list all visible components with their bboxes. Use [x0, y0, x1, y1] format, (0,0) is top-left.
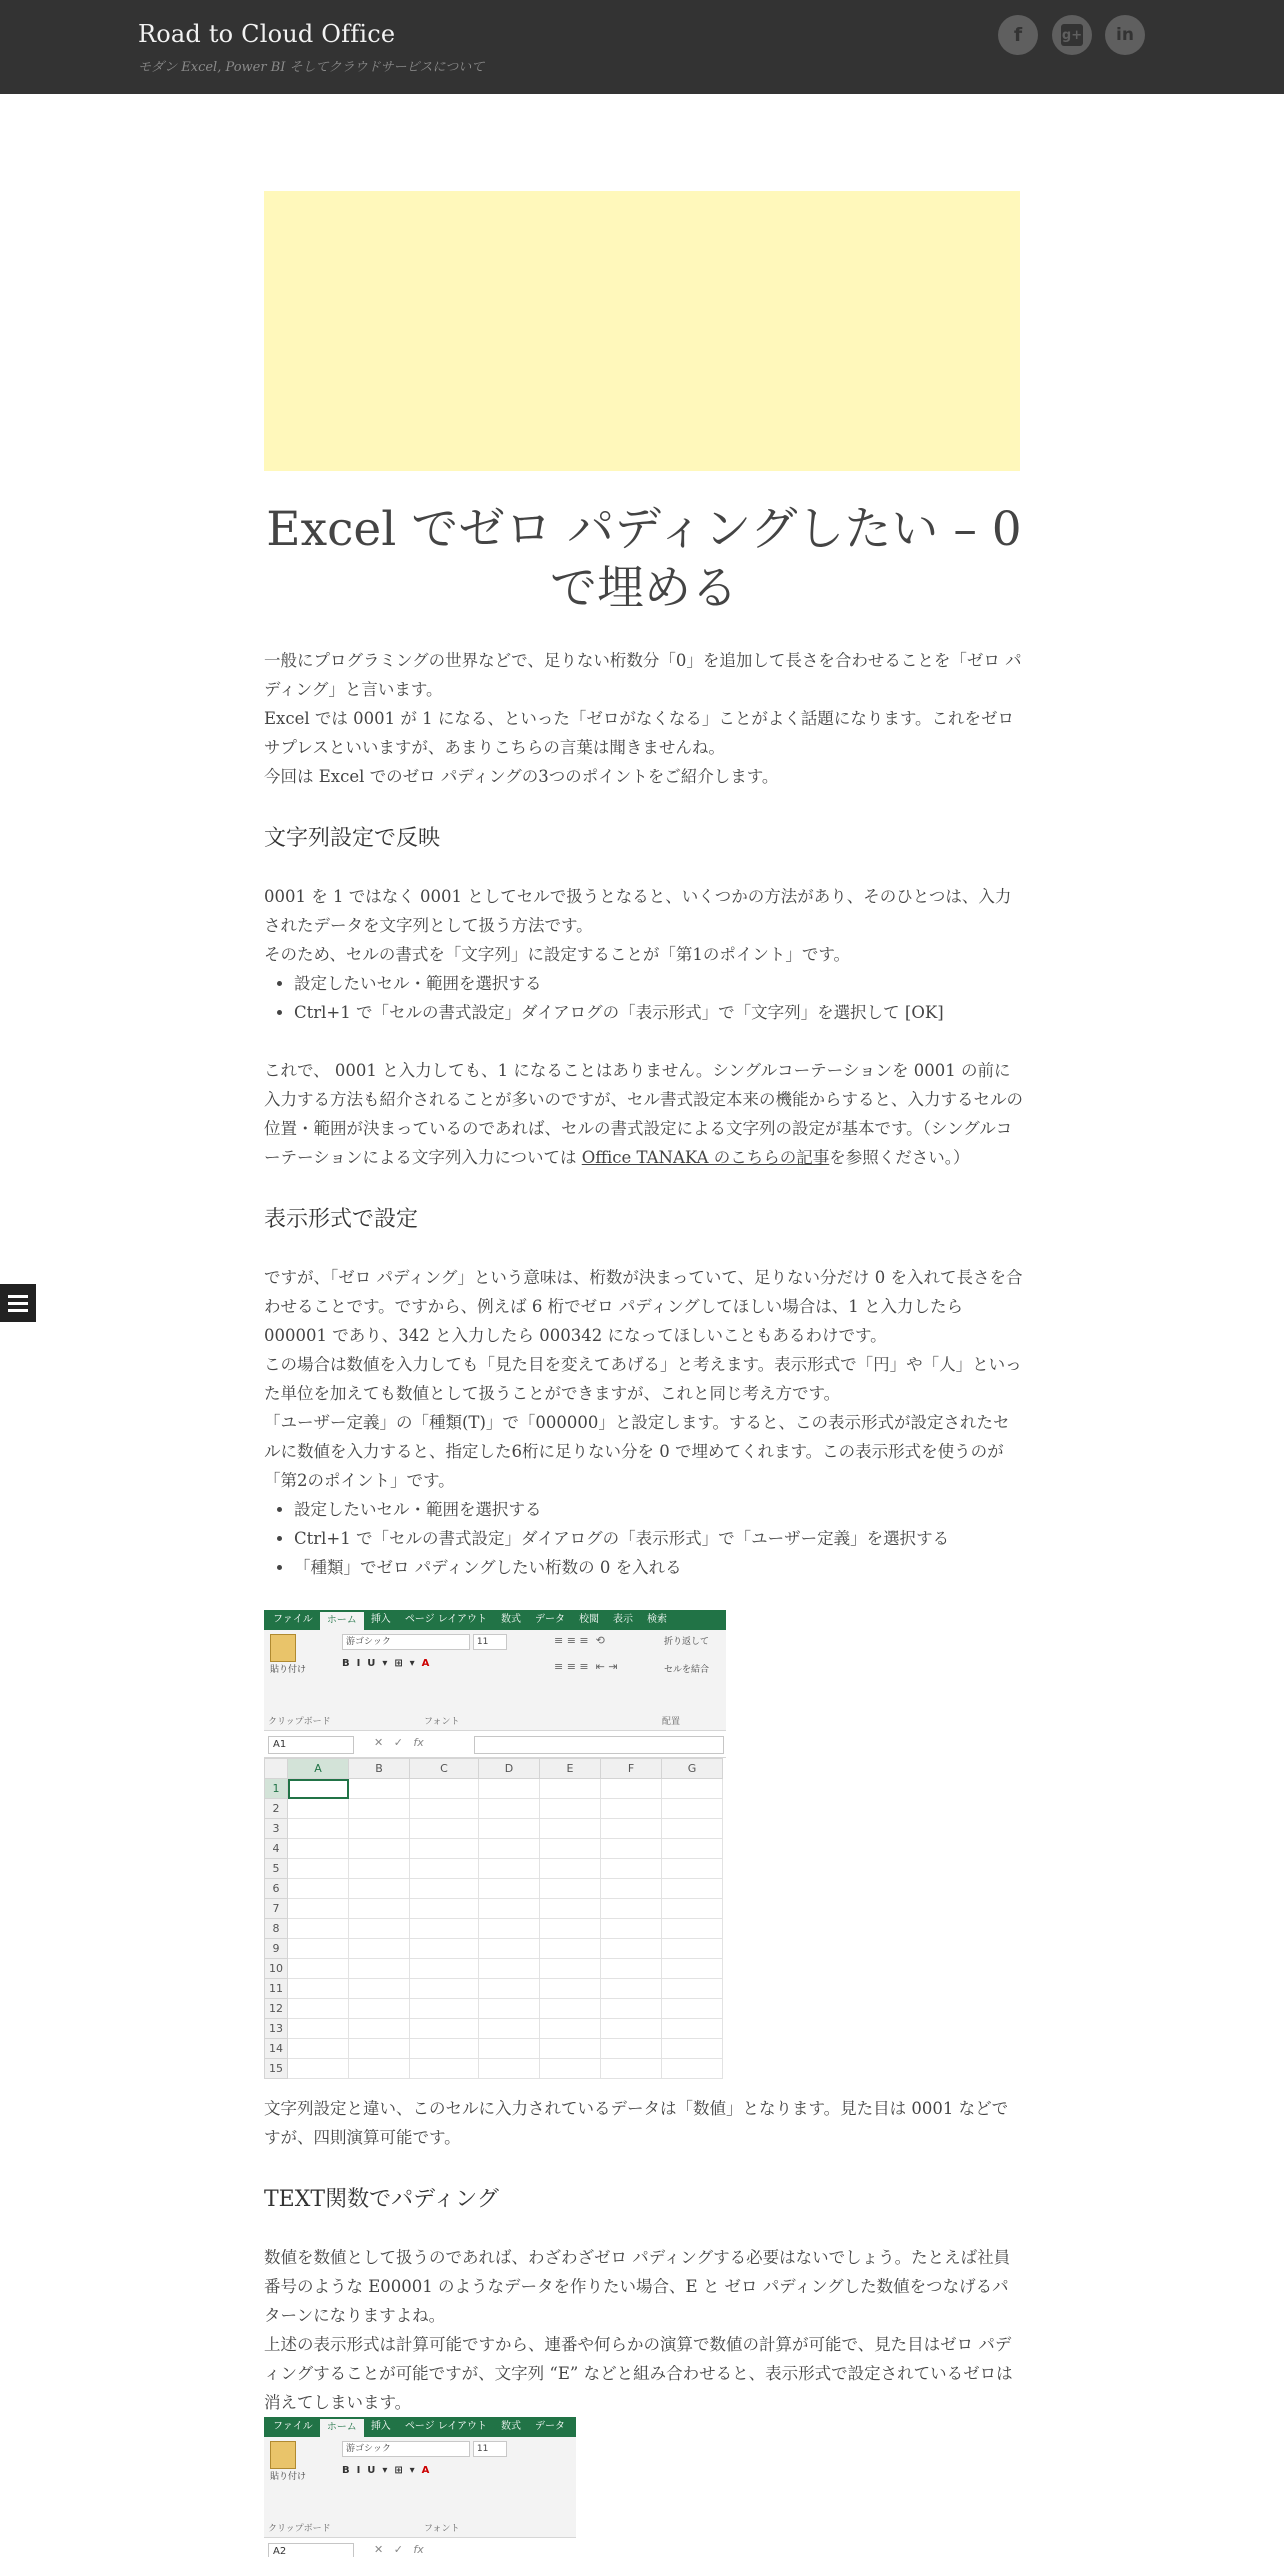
- row-header[interactable]: 10: [265, 1959, 288, 1979]
- cell[interactable]: [349, 2059, 410, 2079]
- tab-search[interactable]: 検索: [647, 1614, 667, 1625]
- column-header[interactable]: D: [479, 1759, 540, 1779]
- section2-steps: [264, 1495, 1024, 1582]
- hamburger-icon: [8, 1295, 28, 1298]
- cell[interactable]: [601, 2039, 662, 2059]
- cell[interactable]: [662, 1819, 723, 1839]
- cell[interactable]: [479, 1779, 540, 1799]
- cell[interactable]: [540, 1959, 601, 1979]
- site-description: モダン Excel, Power BI そしてクラウドサービスについて: [138, 60, 485, 75]
- cell[interactable]: [288, 1819, 349, 1839]
- font-size-select[interactable]: 11: [473, 2441, 507, 2457]
- cell[interactable]: [662, 1999, 723, 2019]
- tab-home[interactable]: ホーム: [320, 1612, 364, 1630]
- list-item: • Ctrl+1 で「セルの書式設定」ダイアログの「表示形式」で「ユーザー定義」を選択する: [294, 1524, 1024, 1553]
- tab-file[interactable]: ファイル: [273, 2421, 313, 2432]
- select-all-corner[interactable]: [265, 1759, 288, 1779]
- row-header[interactable]: 6: [265, 1879, 288, 1899]
- formula-input[interactable]: [474, 1736, 724, 1754]
- cell[interactable]: [349, 1879, 410, 1899]
- table-row: [265, 1899, 723, 1919]
- section1-paragraph-2: そのため、セルの書式を「文字列」に設定することが「第1のポイント」です。: [264, 945, 851, 964]
- cell[interactable]: [410, 1859, 479, 1879]
- cell[interactable]: [349, 1979, 410, 1999]
- cell[interactable]: [410, 2059, 479, 2079]
- cell[interactable]: [662, 1899, 723, 1919]
- excel-screenshot: [264, 1610, 726, 2090]
- font-group: [342, 1634, 507, 1669]
- paste-button[interactable]: 貼り付け: [270, 1665, 307, 1675]
- cell[interactable]: [349, 1779, 410, 1799]
- cell[interactable]: [601, 1899, 662, 1919]
- advertisement-area[interactable]: [264, 191, 1020, 471]
- cell[interactable]: [662, 2039, 723, 2059]
- ribbon-tabs: [264, 2417, 576, 2437]
- merge-cells-button[interactable]: セルを結合: [664, 1665, 710, 1675]
- tab-insert[interactable]: 挿入: [370, 2421, 391, 2432]
- cell[interactable]: [410, 1819, 479, 1839]
- cell[interactable]: [540, 1939, 601, 1959]
- cell[interactable]: [288, 1779, 349, 1799]
- cell[interactable]: [540, 1819, 601, 1839]
- cell[interactable]: [288, 1799, 349, 1819]
- section2-paragraph: ですが、「ゼロ パディング」という意味は、桁数が決まっていて、足りない分だけ 0 を入れて長さを合わせることです。ですから、例えば 6 桁でゼロ パディングしてほしい場合は、1 と入力したら 000001 であり、342 と入力したら 000342 になってほしいこともあるわけです。: [264, 1268, 1023, 1345]
- cell[interactable]: [601, 1939, 662, 1959]
- font-label: フォント: [424, 2524, 460, 2534]
- formula-buttons[interactable]: ✕ ✓ fx: [374, 1736, 424, 1749]
- column-header[interactable]: E: [540, 1759, 601, 1779]
- cell[interactable]: [479, 1999, 540, 2019]
- cell[interactable]: [662, 1959, 723, 1979]
- cell[interactable]: [540, 1999, 601, 2019]
- font-size-select[interactable]: 11: [473, 1634, 507, 1650]
- cell[interactable]: [410, 1979, 479, 1999]
- row-header[interactable]: 14: [265, 2039, 288, 2059]
- tab-data[interactable]: データ: [535, 2421, 565, 2432]
- cell[interactable]: [288, 1839, 349, 1859]
- cell[interactable]: [288, 1919, 349, 1939]
- column-header[interactable]: A: [288, 1759, 349, 1779]
- paste-button[interactable]: 貼り付け: [270, 2472, 307, 2482]
- cell[interactable]: [540, 1919, 601, 1939]
- cell[interactable]: [601, 1879, 662, 1899]
- section-heading-text-function: TEXT関数でパディング: [264, 2187, 499, 2212]
- cell[interactable]: [479, 1799, 540, 1819]
- cell[interactable]: [540, 1839, 601, 1859]
- menu-toggle-button[interactable]: [0, 1284, 36, 1322]
- worksheet-grid[interactable]: [264, 1758, 723, 2079]
- section-heading-format: 表示形式で設定: [264, 1207, 419, 1232]
- cell[interactable]: [410, 1939, 479, 1959]
- tab-page-layout[interactable]: ページ レイアウト: [404, 2421, 487, 2432]
- linkedin-icon[interactable]: in: [1105, 15, 1145, 55]
- cell[interactable]: [662, 2019, 723, 2039]
- cell[interactable]: [479, 1859, 540, 1879]
- wrap-text-button[interactable]: 折り返して: [664, 1637, 710, 1647]
- name-box[interactable]: A2: [268, 2543, 354, 2557]
- cell[interactable]: [479, 2059, 540, 2079]
- cell[interactable]: [288, 1879, 349, 1899]
- formula-buttons[interactable]: ✕ ✓ fx: [374, 2543, 424, 2556]
- table-row: [265, 1999, 723, 2019]
- row-header[interactable]: 8: [265, 1919, 288, 1939]
- cell[interactable]: [479, 2019, 540, 2039]
- cell[interactable]: [349, 2019, 410, 2039]
- cell[interactable]: [288, 1859, 349, 1879]
- ribbon: [264, 2437, 576, 2538]
- column-header[interactable]: G: [662, 1759, 723, 1779]
- row-header[interactable]: 13: [265, 2019, 288, 2039]
- list-item: • 「種類」でゼロ パディングしたい桁数の 0 を入れる: [294, 1553, 1024, 1582]
- tab-data[interactable]: データ: [535, 1614, 565, 1625]
- font-name-select[interactable]: 游ゴシック: [342, 2441, 470, 2457]
- row-header[interactable]: 5: [265, 1859, 288, 1879]
- cell[interactable]: [662, 1939, 723, 1959]
- excel-screenshot-2: [264, 2417, 576, 2557]
- cell[interactable]: [349, 1939, 410, 1959]
- tab-formulas[interactable]: 数式: [501, 2421, 521, 2432]
- table-row: [265, 2059, 723, 2079]
- cell[interactable]: [349, 1799, 410, 1819]
- ribbon-tabs: [264, 1610, 726, 1630]
- column-header[interactable]: C: [410, 1759, 479, 1779]
- row-header[interactable]: 2: [265, 1799, 288, 1819]
- facebook-icon[interactable]: f: [998, 15, 1038, 55]
- cell[interactable]: [601, 1779, 662, 1799]
- cell[interactable]: [410, 1799, 479, 1819]
- cell[interactable]: [410, 2039, 479, 2059]
- tab-review[interactable]: 校閲: [579, 1614, 599, 1625]
- cell[interactable]: [410, 1919, 479, 1939]
- list-item: • 設定したいセル・範囲を選択する: [294, 1495, 1024, 1524]
- cell[interactable]: [288, 1959, 349, 1979]
- table-row: [265, 1879, 723, 1899]
- cell[interactable]: [540, 2019, 601, 2039]
- alignment-buttons[interactable]: ≡ ≡ ≡ ⟲ ≡ ≡ ≡ ⇤ ⇥: [554, 1634, 618, 1673]
- row-header[interactable]: 15: [265, 2059, 288, 2079]
- intro-paragraph-2: Excel では 0001 が 1 になる、といった「ゼロがなくなる」ことがよく話題になります。これをゼロ サプレスといいますが、あまりこちらの言葉は聞きませんね。: [264, 709, 1015, 757]
- cell[interactable]: [601, 1999, 662, 2019]
- cell[interactable]: [479, 2039, 540, 2059]
- cell[interactable]: [540, 1859, 601, 1879]
- cell[interactable]: [479, 1899, 540, 1919]
- cell[interactable]: [540, 2039, 601, 2059]
- section-heading-string: 文字列設定で反映: [264, 826, 441, 851]
- row-header[interactable]: 7: [265, 1899, 288, 1919]
- table-row: [265, 2019, 723, 2039]
- cell[interactable]: [601, 1839, 662, 1859]
- table-row: [265, 1959, 723, 1979]
- table-row: [265, 1839, 723, 1859]
- cell[interactable]: [349, 1899, 410, 1919]
- clipboard-label: クリップボード: [268, 2524, 331, 2534]
- cell[interactable]: [288, 2059, 349, 2079]
- tab-page-layout[interactable]: ページ レイアウト: [404, 1614, 487, 1625]
- cell[interactable]: [601, 2019, 662, 2039]
- table-row: [265, 1939, 723, 1959]
- post-title: Excel でゼロ パディングしたい – 0で埋める: [266, 502, 1022, 616]
- cell[interactable]: [410, 1879, 479, 1899]
- site-title[interactable]: Road to Cloud Office: [138, 20, 396, 48]
- cell[interactable]: [349, 1919, 410, 1939]
- font-label: フォント: [424, 1717, 460, 1727]
- table-row: [265, 1799, 723, 1819]
- intro-paragraph-1: 一般にプログラミングの世界などで、足りない桁数分「0」を追加して長さを合わせることを「ゼロ パディング」と言います。: [264, 651, 1022, 699]
- table-row: [265, 1819, 723, 1839]
- section3-paragraph-2: 上述の表示形式は計算可能ですから、連番や何らかの演算で数値の計算が可能で、見た目はゼロ パディングすることが可能ですが、文字列 “E” などと組み合わせると、表示形式で設定されているゼロは消えてしまいます。: [264, 2335, 1013, 2412]
- cell[interactable]: [349, 1819, 410, 1839]
- formula-bar: [264, 2538, 576, 2557]
- google-plus-icon[interactable]: g+: [1052, 15, 1092, 55]
- cell[interactable]: [662, 1879, 723, 1899]
- cell[interactable]: [662, 1919, 723, 1939]
- row-header[interactable]: 11: [265, 1979, 288, 1999]
- row-header[interactable]: 12: [265, 1999, 288, 2019]
- cell[interactable]: [349, 1839, 410, 1859]
- list-item: • 設定したいセル・範囲を選択する: [294, 969, 1024, 998]
- intro-paragraph-3: 今回は Excel でのゼロ パディングの3つのポイントをご紹介します。: [264, 767, 779, 786]
- cell[interactable]: [540, 1879, 601, 1899]
- cell[interactable]: [410, 1779, 479, 1799]
- cell[interactable]: [410, 1959, 479, 1979]
- cell[interactable]: [601, 1819, 662, 1839]
- cell[interactable]: [601, 1859, 662, 1879]
- section1-steps: [264, 969, 1024, 1027]
- tab-file[interactable]: ファイル: [273, 1614, 313, 1625]
- cell[interactable]: [349, 2039, 410, 2059]
- row-header[interactable]: 9: [265, 1939, 288, 1959]
- font-group: [342, 2441, 507, 2476]
- clipboard-label: クリップボード: [268, 1717, 331, 1727]
- cell[interactable]: [601, 1919, 662, 1939]
- name-box[interactable]: A1: [268, 1736, 354, 1754]
- row-header[interactable]: 3: [265, 1819, 288, 1839]
- table-row: [265, 1979, 723, 1999]
- cell[interactable]: [540, 1779, 601, 1799]
- cell[interactable]: [479, 1919, 540, 1939]
- cell[interactable]: [479, 1879, 540, 1899]
- cell[interactable]: [479, 1979, 540, 1999]
- table-row: [265, 1919, 723, 1939]
- cell[interactable]: [540, 2059, 601, 2079]
- cell[interactable]: [662, 1979, 723, 1999]
- cell[interactable]: [410, 1999, 479, 2019]
- section2-paragraph-2: この場合は数値を入力しても「見た目を変えてあげる」と考えます。表示形式で「円」や「人」といった単位を加えても数値として扱うことができますが、これと同じ考え方です。: [264, 1355, 1022, 1403]
- site-header: [0, 0, 1284, 94]
- cell[interactable]: [662, 1839, 723, 1859]
- paste-icon[interactable]: [270, 2441, 296, 2469]
- clipboard-group: [270, 1634, 306, 1675]
- table-row: [265, 1779, 723, 1799]
- cell[interactable]: [662, 2059, 723, 2079]
- cell[interactable]: [479, 1959, 540, 1979]
- cell[interactable]: [540, 1899, 601, 1919]
- cell[interactable]: [288, 2039, 349, 2059]
- cell[interactable]: [662, 1859, 723, 1879]
- cell[interactable]: [662, 1799, 723, 1819]
- cell[interactable]: [601, 1959, 662, 1979]
- cell[interactable]: [601, 1799, 662, 1819]
- tab-view[interactable]: 表示: [613, 1614, 633, 1625]
- cell[interactable]: [349, 1859, 410, 1879]
- tab-home[interactable]: ホーム: [320, 2419, 364, 2437]
- column-header[interactable]: F: [601, 1759, 662, 1779]
- cell[interactable]: [288, 2019, 349, 2039]
- cell[interactable]: [410, 1899, 479, 1919]
- list-item: • Ctrl+1 で「セルの書式設定」ダイアログの「表示形式」で「文字列」を選択して [OK]: [294, 998, 1024, 1027]
- table-row: [265, 2039, 723, 2059]
- cell[interactable]: [288, 1979, 349, 1999]
- column-header[interactable]: B: [349, 1759, 410, 1779]
- cell[interactable]: [349, 1959, 410, 1979]
- cell[interactable]: [479, 1819, 540, 1839]
- tab-formulas[interactable]: 数式: [501, 1614, 521, 1625]
- cell[interactable]: [288, 1999, 349, 2019]
- section3-paragraph: 数値を数値として扱うのであれば、わざわざゼロ パディングする必要はないでしょう。たとえば社員番号のような E00001 のようなデータを作りたい場合、E と ゼロ パディングした数値をつなげるパターンになりますよね。: [264, 2248, 1011, 2325]
- cell[interactable]: [288, 1939, 349, 1959]
- cell[interactable]: [479, 1839, 540, 1859]
- table-row: [265, 1859, 723, 1879]
- cell[interactable]: [479, 1939, 540, 1959]
- bold-italic-underline-buttons[interactable]: B I U ▾ ⊞ ▾ A: [342, 1658, 430, 1669]
- formula-bar: [264, 1731, 726, 1758]
- article: [264, 500, 1024, 2557]
- cell[interactable]: [540, 1799, 601, 1819]
- office-tanaka-link[interactable]: Office TANAKA のこちらの記事: [581, 1148, 830, 1167]
- cell[interactable]: [662, 1779, 723, 1799]
- section1-paragraph: 0001 を 1 ではなく 0001 としてセルで扱うとなると、いくつかの方法があり、そのひとつは、入力されたデータを文字列として扱う方法です。: [264, 887, 1012, 935]
- ribbon: [264, 1630, 726, 1731]
- bold-italic-underline-buttons[interactable]: B I U ▾ ⊞ ▾ A: [342, 2465, 430, 2476]
- tab-insert[interactable]: 挿入: [370, 1614, 391, 1625]
- alignment-label: 配置: [662, 1717, 681, 1727]
- cell[interactable]: [349, 1999, 410, 2019]
- section2-after-image: 文字列設定と違い、このセルに入力されているデータは「数値」となります。見た目は 0001 などですが、四則演算可能です。: [264, 2099, 1009, 2147]
- cell[interactable]: [540, 1979, 601, 1999]
- paste-icon[interactable]: [270, 1634, 296, 1662]
- row-header[interactable]: 1: [265, 1779, 288, 1799]
- section1-note: これで、 0001 と入力しても、1 になることはありません。シングルコーテーションを 0001 の前に入力する方法も紹介されることが多いのですが、セル書式設定本来の機能からすると、入力するセルの位置・範囲が決まっているのであれば、セルの書式設定による文字列の設定が基本です。（シングルコーテーションによる文字列入力については Office TANAKA のこちらの記事を参照ください。）: [264, 1061, 1023, 1167]
- cell[interactable]: [601, 2059, 662, 2079]
- cell[interactable]: [410, 1839, 479, 1859]
- row-header[interactable]: 4: [265, 1839, 288, 1859]
- cell[interactable]: [410, 2019, 479, 2039]
- cell[interactable]: [601, 1979, 662, 1999]
- clipboard-group: [270, 2441, 306, 2482]
- font-name-select[interactable]: 游ゴシック: [342, 1634, 470, 1650]
- cell[interactable]: [288, 1899, 349, 1919]
- section2-paragraph-3: 「ユーザー定義」の「種類(T)」で「000000」と設定します。すると、この表示形式が設定されたセルに数値を入力すると、指定した6桁に足りない分を 0 で埋めてくれます。この表示形式を使うのが「第2のポイント」です。: [264, 1413, 1010, 1490]
